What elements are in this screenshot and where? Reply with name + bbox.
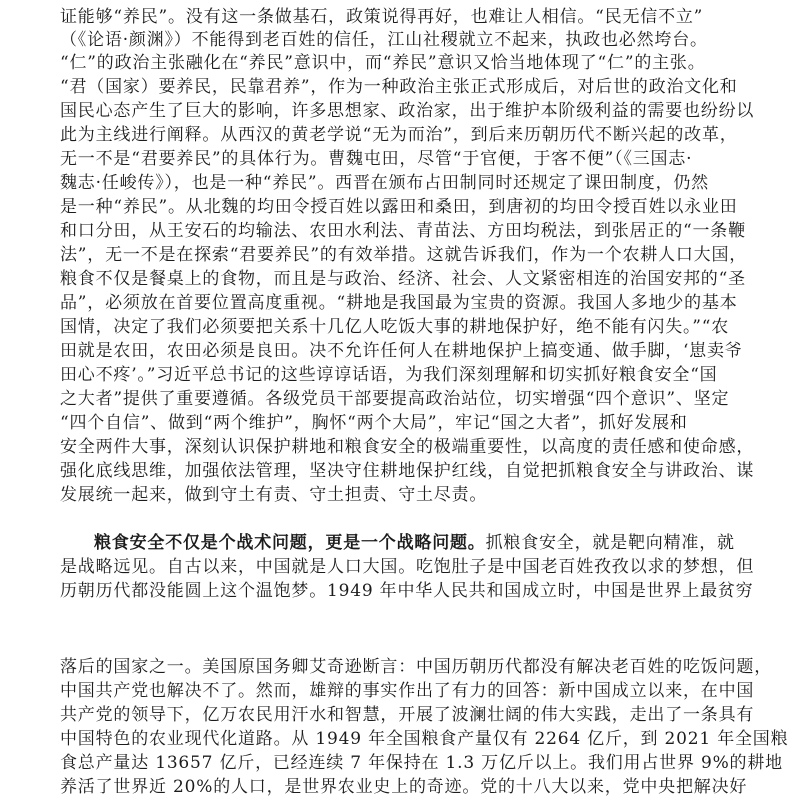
text-line: 是战略远见。自古以来，中国就是人口大国。吃饱肚子是中国老百姓孜孜以求的梦想，但 — [60, 557, 755, 577]
text-line: 无一不是“君要养民”的具体行为。曹魏屯田，尽管“于官便，于客不便”（《三国志· — [60, 149, 693, 169]
text-line: 养活了世界近 20%的人口，是世界农业史上的奇迹。党的十八大以来，党中央把解决好 — [60, 777, 748, 797]
text-line: 此为主线进行阐释。从西汉的黄老学说“无为而治”，到后来历朝历代不断兴起的改革， — [60, 125, 738, 145]
text-line: 安全两件大事，深刻认识保护耕地和粮食安全的极端重要性，以高度的责任感和使命感， — [60, 437, 755, 457]
paragraph-first-line — [94, 528, 772, 553]
text-line: 强化底线思维，加强依法管理，坚决守住耕地保护红线，自觉把抓粮食安全与讲政治、谋 — [60, 461, 755, 481]
text-line: 国民心态产生了巨大的影响，许多思想家、政治家，出于维护本阶级利益的需要也纷纷以 — [60, 101, 755, 121]
text-line: 田心不疼’。”习近平总书记的这些谆谆话语，为我们深刻理解和切实抓好粮食安全“国 — [60, 365, 718, 385]
text-line: 发展统一起来，做到守土有责、守土担责、守土尽责。 — [60, 485, 488, 505]
text-line: “君（国家）要养民，民靠君养”，作为一种政治主张正式形成后，对后世的政治文化和 — [60, 77, 738, 97]
text-line: 品”，必须放在首要位置高度重视。“耕地是我国最为宝贵的资源。我国人多地少的基本 — [60, 293, 738, 313]
text-line: “四个自信”、做到“两个维护”，胸怀“两个大局”，牢记“国之大者”，抓好发展和 — [60, 413, 688, 433]
bold-thesis-sentence: 粮食安全不仅是个战术问题，更是一个战略问题。 — [94, 533, 486, 553]
text-line: 食总产量达 13657 亿斤，已经连续 7 年保持在 1.3 万亿斤以上。我们用占世界 9%的耕地 — [60, 753, 783, 773]
text-line: 魏志·任峻传》），也是一种“养民”。西晋在颁布占田制同时还规定了课田制度，仍然 — [60, 173, 709, 193]
text-line: 田就是农田，农田必须是良田。决不允许任何人在耕地保护上搞变通、做手脚，‘崽卖爷 — [60, 341, 743, 361]
text-line: （《论语·颜渊》）不能得到老百姓的信任，江山社稷就立不起来，执政也必然垮台。 — [60, 30, 708, 50]
text-line: 法”，无一不是在探索“君要养民”的有效举措。这就告诉我们，作为一个农耕人口大国， — [60, 245, 748, 265]
text-line: 证能够“养民”。没有这一条做基石，政策说得再好，也难让人相信。“民无信不立” — [60, 7, 704, 27]
text-line: 是一种“养民”。从北魏的均田令授百姓以露田和桑田，到唐初的均田令授百姓以永业田 — [60, 197, 738, 217]
text-line: 历朝历代都没能圆上这个温饱梦。1949 年中华人民共和国成立时，中国是世界上最贫穷 — [60, 581, 754, 601]
text-line: 中国特色的农业现代化道路。从 1949 年全国粮食产量仅有 2264 亿斤，到 2021 年全国粮 — [60, 729, 789, 749]
text-line: “仁”的政治主张融化在“养民”意识中，而“养民”意识又恰当地体现了“仁”的主张。 — [60, 53, 706, 73]
text-line: 之大者”提供了重要遵循。各级党员干部要提高政治站位，切实增强“四个意识”、坚定 — [60, 389, 730, 409]
text-line: 国情，决定了我们必须要把关系十几亿人吃饭大事的耕地保护好，绝不能有闪失。”“农 — [60, 317, 730, 337]
text-line: 共产党的领导下，亿万农民用汗水和智慧，开展了波澜壮阔的伟大实践，走出了一条具有 — [60, 705, 755, 725]
text-run: 抓粮食安全，就是靶向精准，就 — [485, 533, 735, 553]
text-line: 粮食不仅是餐桌上的食物，而且是与政治、经济、社会、人文紧密相连的治国安邦的“圣 — [60, 269, 746, 289]
text-line: 和口分田，从王安石的均输法、农田水利法、青苗法、方田均税法，到张居正的“一条鞭 — [60, 221, 746, 241]
text-line: 中国共产党也解决不了。然而，雄辩的事实作出了有力的回答：新中国成立以来，在中国 — [60, 681, 755, 701]
text-line: 落后的国家之一。美国原国务卿艾奇逊断言：中国历朝历代都没有解决老百姓的吃饭问题， — [60, 657, 772, 677]
